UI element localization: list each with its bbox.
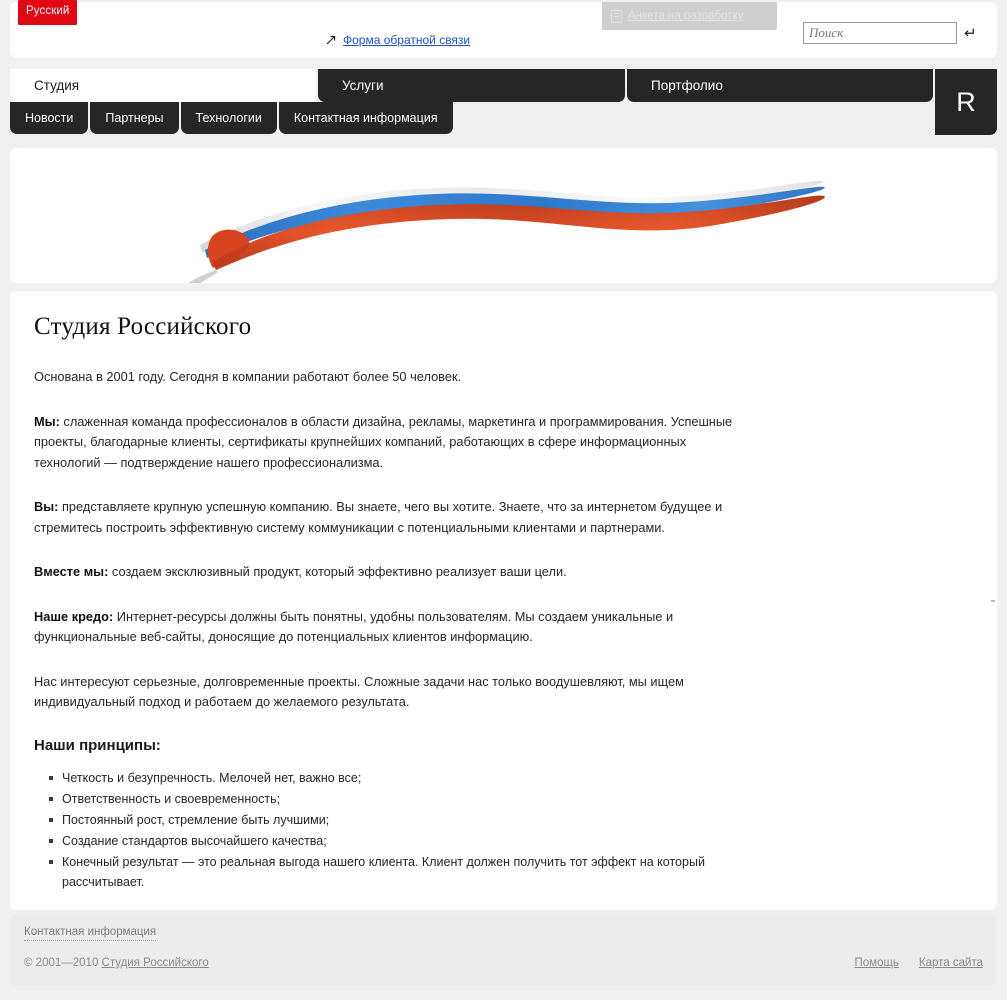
footer-help-link[interactable]: Помощь: [854, 957, 899, 969]
enter-arrow-icon[interactable]: ↵: [964, 24, 977, 42]
site-logo[interactable]: R: [935, 69, 997, 135]
top-bar: [10, 2, 997, 58]
paragraph-together: [34, 562, 740, 583]
paragraph-credo-text: Интернет-ресурсы должны быть понятны, удобны пользователям. Мы создаем уникальные и функциональные веб-сайты, доносящие до потенциальных клиентов информацию.: [34, 608, 674, 644]
paragraph-credo-lead: Наше кредо:: [34, 608, 114, 624]
tab-services[interactable]: [318, 69, 625, 102]
sidebar-item-partners[interactable]: [90, 102, 178, 134]
feedback-form-link-group[interactable]: [326, 33, 470, 47]
feedback-form-link[interactable]: Форма обратной связи: [343, 33, 471, 47]
tab-portfolio-label: Портфолио: [651, 78, 723, 93]
sidebar-item-technologies[interactable]: [181, 102, 277, 134]
paragraph-together-lead: Вместе мы:: [34, 564, 109, 579]
subtab-partners-label: Партнеры: [105, 111, 164, 125]
sub-navigation: [10, 102, 453, 134]
document-icon: [611, 10, 622, 23]
tab-services-label: Услуги: [342, 78, 384, 93]
survey-chip[interactable]: [602, 2, 777, 30]
tab-studio[interactable]: [10, 69, 316, 102]
list-item: Создание стандартов высочайшего качества;: [62, 831, 768, 851]
list-item: Четкость и безупречность. Мелочей нет, важно все;: [62, 768, 768, 788]
paragraph-you-lead: Вы:: [34, 499, 59, 514]
sidebar-item-contacts[interactable]: [279, 102, 453, 134]
paragraph-credo: [34, 607, 740, 648]
scroll-indicator[interactable]: [991, 600, 995, 602]
page-title: Студия Российского: [34, 313, 252, 340]
survey-chip-label: Анкета на разработку: [628, 10, 744, 22]
paragraph-projects: Нас интересуют серьезные, долговременные проекты. Сложные задачи нас только воодушевляют, мы ищем индивидуальный подход и работаем до желаемого результата.: [34, 673, 684, 709]
footer-sitemap-link[interactable]: Карта сайта: [918, 957, 983, 969]
list-item: Постоянный рост, стремление быть лучшими;: [62, 810, 768, 830]
copyright-studio-link[interactable]: Студия Российского: [101, 957, 209, 969]
main-navigation: [10, 69, 997, 102]
tab-portfolio[interactable]: [627, 69, 933, 102]
footer-contact-link[interactable]: Контактная информация: [24, 926, 156, 941]
search-input[interactable]: [803, 22, 957, 44]
paragraph-you-text: представляете крупную успешную компанию. Вы знаете, чего вы хотите. Знаете, что за интернетом будущее и стремитесь построить эффективную систему коммуникации с потенциальными клиентами и партнерами.: [34, 499, 723, 535]
search-group: [803, 22, 977, 44]
subtab-contacts-label: Контактная информация: [293, 111, 438, 125]
sidebar-item-news[interactable]: [10, 102, 88, 134]
footer: [10, 914, 997, 986]
list-item: Ответственность и своевременность;: [62, 789, 768, 809]
list-item: Конечный результат — это реальная выгода нашего клиента. Клиент должен получить тот эффект на который рассчитывает.: [62, 852, 768, 892]
language-badge[interactable]: Русский: [18, 0, 77, 25]
subtab-technologies-label: Технологии: [195, 111, 262, 125]
principles-list: [34, 768, 768, 892]
footer-links: [855, 957, 984, 969]
paragraph-we-lead: Мы:: [34, 413, 60, 429]
tab-studio-label: Студия: [34, 78, 80, 93]
banner-panel: [10, 148, 997, 283]
principles-title: Наши принципы:: [34, 736, 161, 754]
external-link-icon: [326, 35, 336, 45]
subtab-news-label: Новости: [25, 111, 74, 125]
intro-paragraph: Основана в 2001 году. Сегодня в компании работают более 50 человек.: [34, 369, 462, 384]
paragraph-you: [34, 497, 740, 538]
paragraph-together-text: создаем эксклюзивный продукт, который эффективно реализует ваши цели.: [108, 564, 567, 579]
content-panel: [10, 291, 997, 910]
copyright-prefix: © 2001—2010: [24, 957, 102, 969]
paragraph-we-text: слаженная команда профессионалов в области дизайна, рекламы, маркетинга и программирования. Успешные проекты, благодарные клиенты, сертификаты крупнейших компаний, работающих в сфере информационных технологий — подтверждение нашего профессионализма.: [34, 413, 733, 470]
russian-flag-ribbon-image: [10, 148, 997, 283]
paragraph-we: [34, 412, 740, 474]
copyright: [24, 957, 209, 969]
